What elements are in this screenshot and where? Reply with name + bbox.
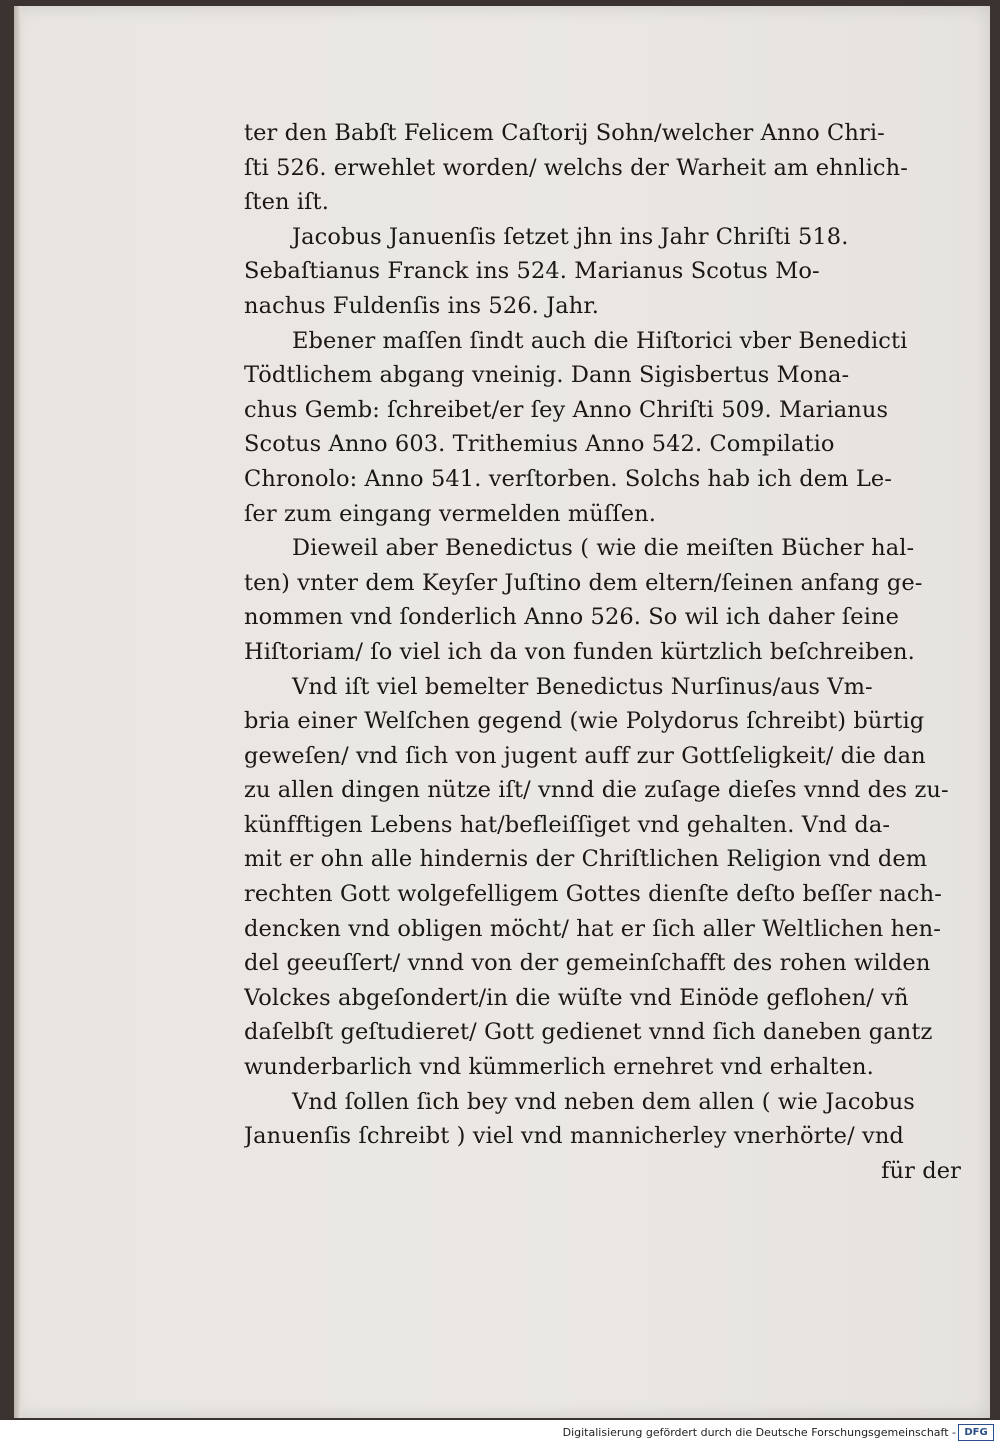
paragraph-start-line: Jacobus Januenſis ſetzet jhn ins Jahr Chriſti 518.	[292, 223, 849, 250]
dfg-logo-icon: DFG	[958, 1424, 994, 1441]
text-line: Chronolo: Anno 541. verſtorben. Solchs hab ich dem Le-	[244, 465, 892, 492]
text-line: ten) vnter dem Keyſer Juſtino dem eltern/ſeinen anfang ge-	[244, 569, 923, 596]
paragraph-start-line: Ebener maſſen ſindt auch die Hiſtorici vber Benedicti	[292, 327, 908, 354]
digitization-footer	[0, 1420, 1000, 1446]
text-line: Volckes abgeſondert/in die wüſte vnd Einöde geflohen/ vñ	[244, 984, 909, 1011]
text-line: bria einer Welſchen gegend (wie Polydorus ſchreibt) bürtig	[244, 708, 925, 735]
text-line: nachus Fuldenſis ins 526. Jahr.	[244, 292, 600, 319]
text-line: Januenſis ſchreibt ) viel vnd mannicherley vnerhörte/ vnd	[244, 1123, 904, 1150]
paragraph-start-line: Vnd iſt viel bemelter Benedictus Nurſinus/aus Vm-	[292, 673, 873, 700]
text-line: Tödtlichem abgang vneinig. Dann Sigisbertus Mona-	[244, 362, 850, 389]
text-line: Sebaſtianus Franck ins 524. Marianus Scotus Mo-	[244, 258, 820, 285]
paragraph-start-line: Vnd ſollen ſich bey vnd neben dem allen ( wie Jacobus	[292, 1088, 915, 1115]
text-line: ſti 526. erwehlet worden/ welchs der Warheit am ehnlich-	[244, 154, 908, 181]
text-line: geweſen/ vnd ſich von jugent auff zur Gottſeligkeit/ die dan	[244, 742, 926, 769]
page-gutter-shadow	[14, 6, 22, 1418]
text-line: Hiſtoriam/ ſo viel ich da von funden kürtzlich beſchreiben.	[244, 638, 915, 665]
text-line: mit er ohn alle hindernis der Chriſtlichen Religion vnd dem	[244, 846, 928, 873]
text-line: zu allen dingen nütze iſt/ vnnd die zuſage dieſes vnnd des zu-	[244, 777, 949, 804]
text-line: ſer zum eingang vermelden müſſen.	[244, 500, 656, 527]
funding-notice: Digitalisierung gefördert durch die Deutsche Forschungsgemeinschaft -	[562, 1426, 956, 1439]
paragraph-start-line: Dieweil aber Benedictus ( wie die meiſten Bücher hal-	[292, 535, 915, 562]
text-line: nommen vnd ſonderlich Anno 526. So wil ich daher ſeine	[244, 604, 900, 631]
text-line: Scotus Anno 603. Trithemius Anno 542. Compilatio	[244, 431, 835, 458]
page-text	[244, 116, 969, 1188]
text-line: ter den Babſt Felicem Caſtorij Sohn/welcher Anno Chri-	[244, 120, 885, 146]
text-line: chus Gemb: ſchreibet/er ſey Anno Chriſti 509. Marianus	[244, 396, 889, 423]
text-line: del geeuſſert/ vnnd von der gemeinſchafft des rohen wilden	[244, 950, 931, 977]
text-line: daſelbſt geſtudieret/ Gott gedienet vnnd ſich daneben gantz	[244, 1019, 933, 1046]
catchword: für der	[881, 1157, 961, 1184]
text-line: ſten iſt.	[244, 189, 329, 216]
text-line: wunderbarlich vnd kümmerlich ernehret vnd erhalten.	[244, 1054, 874, 1081]
text-line: dencken vnd obligen möcht/ hat er ſich aller Weltlichen hen-	[244, 915, 941, 942]
text-line: rechten Gott wolgefelligem Gottes dienſte deſto beſſer nach-	[244, 881, 942, 908]
text-line: künfftigen Lebens hat/befleiſſiget vnd gehalten. Vnd da-	[244, 811, 891, 838]
